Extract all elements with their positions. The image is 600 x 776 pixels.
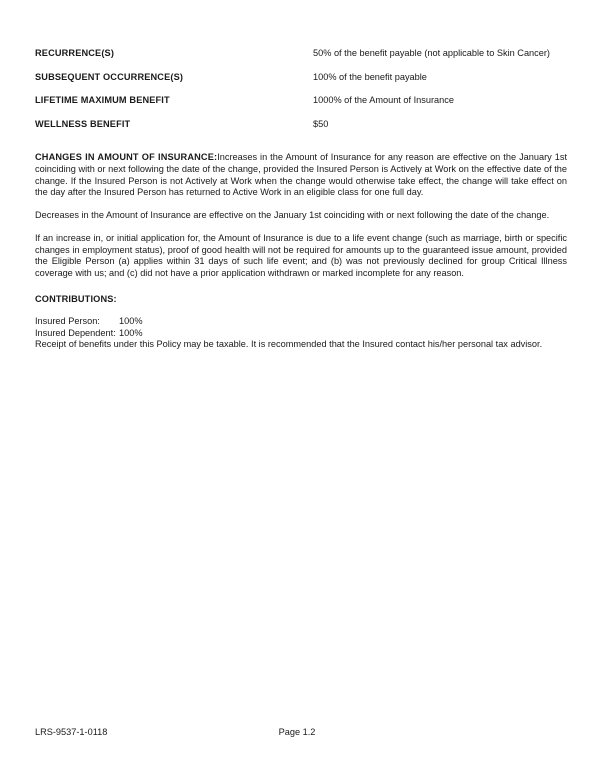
table-row <box>35 119 567 131</box>
contributions-list <box>35 316 567 338</box>
benefit-value-lifetime-maximum: 1000% of the Amount of Insurance <box>313 95 454 106</box>
changes-paragraph-one <box>35 152 567 199</box>
benefit-label-subsequent-occurrences: SUBSEQUENT OCCURRENCE(S) <box>35 71 184 82</box>
benefit-schedule-table <box>35 48 567 130</box>
footer-form-number: LRS-9537-1-0118 <box>35 727 108 737</box>
page-footer <box>35 725 567 739</box>
changes-paragraph-one-text: Increases in the Amount of Insurance for any reason are effective on the January 1st coinciding with or next following the date of the change, provided the Insured Person is Actively at Work on the effective date of the change. If the Insured Person is not Actively at Work when the change would otherwise take effect, the change will take effect on the day after the Insured Person has returned to Active Work in an eligible class for one full day. <box>35 152 568 198</box>
contribution-value-insured-person: 100% <box>119 316 143 327</box>
benefit-schedule-body <box>35 48 567 130</box>
changes-paragraph-three: If an increase in, or initial application for, the Amount of Insurance is due to a life event change (such as marriage, birth or specific changes in employment status), proof of good health will not be required for amounts up to the guaranteed issue amount, provided the Eligible Person (a) applies within 31 days of such life event; and (b) was not previously declined for group Critical Illness coverage with us; and (c) did not have a prior application withdrawn or marked incomplete for any reason. <box>35 232 567 278</box>
list-item <box>35 316 567 327</box>
benefit-label-wellness: WELLNESS BENEFIT <box>35 118 131 129</box>
changes-in-amount-section <box>35 152 567 279</box>
contributions-heading: CONTRIBUTIONS: <box>35 293 117 304</box>
benefit-value-subsequent-occurrences: 100% of the benefit payable <box>313 71 427 82</box>
footer-page-number: Page 1.2 <box>278 727 316 737</box>
table-row <box>35 48 567 72</box>
contribution-term-insured-dependent: Insured Dependent: <box>35 327 116 338</box>
tax-advisory-note: Receipt of benefits under this Policy may be taxable. It is recommended that the Insured contact his/her personal tax advisor. <box>35 338 543 349</box>
benefit-label-recurrences: RECURRENCE(S) <box>35 48 115 58</box>
contribution-value-insured-dependent: 100% <box>119 327 143 338</box>
benefit-value-wellness: $50 <box>313 118 329 129</box>
changes-paragraph-two: Decreases in the Amount of Insurance are effective on the January 1st coinciding with or next following the date of the change. <box>35 210 550 221</box>
benefit-label-lifetime-maximum: LIFETIME MAXIMUM BENEFIT <box>35 95 170 106</box>
benefit-value-recurrences: 50% of the benefit payable (not applicable to Skin Cancer) <box>313 48 550 58</box>
list-item <box>35 328 567 339</box>
contribution-term-insured-person: Insured Person: <box>35 316 100 327</box>
table-row <box>35 95 567 119</box>
table-row <box>35 72 567 96</box>
changes-runin-heading: CHANGES IN AMOUNT OF INSURANCE: <box>35 152 218 163</box>
contributions-section <box>35 294 567 351</box>
document-content <box>35 48 567 351</box>
